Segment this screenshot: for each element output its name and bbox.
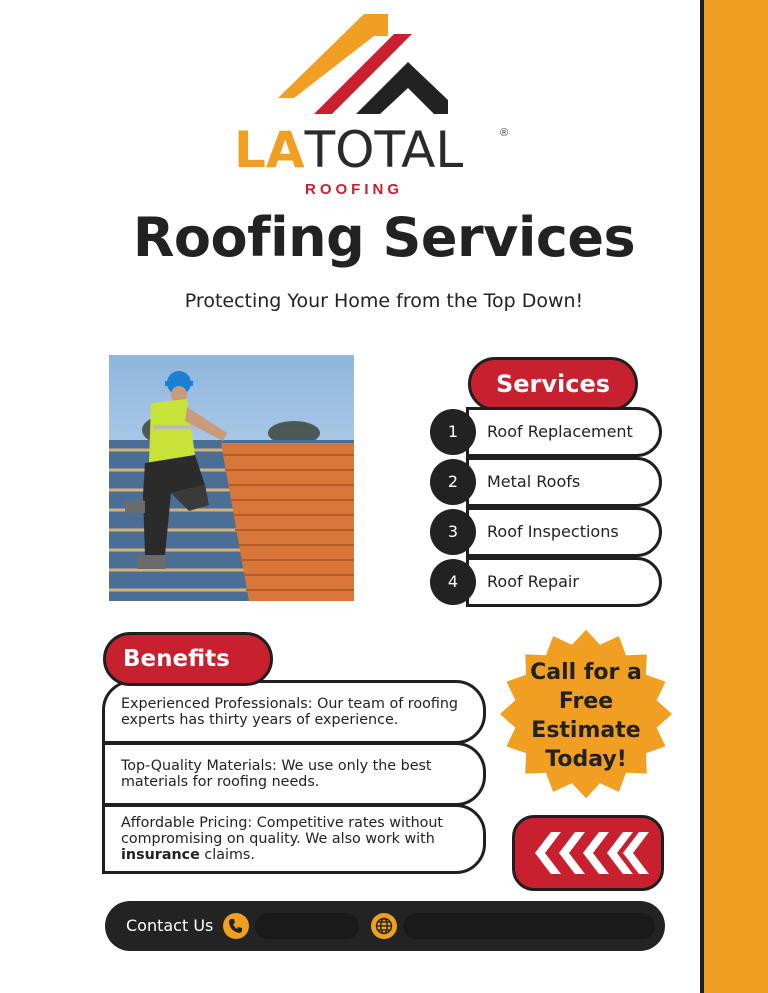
page-title: Roofing Services <box>132 206 636 269</box>
cta-line: Estimate <box>531 718 641 743</box>
service-label: Metal Roofs <box>487 472 581 491</box>
benefit-text-part: claims. <box>199 847 255 863</box>
benefit-item-pricing <box>102 804 486 874</box>
website-field <box>403 913 655 939</box>
benefits-heading: Benefits <box>103 632 273 686</box>
benefit-bold-word: insurance <box>121 847 200 863</box>
logo-la: LA <box>234 121 305 179</box>
phone-icon[interactable] <box>223 913 249 939</box>
logo-wordmark <box>234 120 463 180</box>
contact-us-label: Contact Us <box>126 916 214 935</box>
service-number: 2 <box>430 459 476 505</box>
cta-line: Free <box>558 689 614 714</box>
roof-logo-icon <box>270 10 450 120</box>
service-label: Roof Inspections <box>487 522 619 541</box>
page-subtitle: Protecting Your Home from the Top Down! <box>184 290 584 312</box>
globe-icon[interactable] <box>371 913 397 939</box>
benefit-item-experience <box>102 680 486 744</box>
benefit-text: Experienced Professionals: Our team of roofing experts has thirty years of experience. <box>121 696 458 728</box>
benefit-text-part: Affordable Pricing: Competitive rates without compromising on quality. We also work with <box>121 815 444 847</box>
service-number: 3 <box>430 509 476 555</box>
side-accent-bar <box>700 0 768 993</box>
cta-line: Today! <box>545 747 627 772</box>
roofer-photo <box>109 355 354 601</box>
benefit-text <box>121 815 473 863</box>
benefit-text: Top-Quality Materials: We use only the best materials for roofing needs. <box>121 758 432 790</box>
call-arrows-button[interactable] <box>512 815 664 891</box>
service-item-roof-inspections <box>466 507 662 557</box>
call-estimate-text <box>497 658 675 774</box>
service-item-metal-roofs <box>466 457 662 507</box>
service-label: Roof Repair <box>487 572 579 591</box>
chevrons-left-icon <box>515 818 661 888</box>
service-item-roof-repair <box>466 557 662 607</box>
phone-number-field <box>255 913 359 939</box>
service-item-roof-replacement <box>466 407 662 457</box>
service-number: 4 <box>430 559 476 605</box>
services-heading: Services <box>468 357 638 411</box>
registered-mark: ® <box>500 127 509 139</box>
benefit-item-materials <box>102 742 486 806</box>
logo-roofing-text: ROOFING <box>305 181 403 198</box>
service-label: Roof Replacement <box>487 422 633 441</box>
contact-bar <box>105 901 665 951</box>
service-number: 1 <box>430 409 476 455</box>
cta-line: Call for a <box>530 660 642 685</box>
logo-total: TOTAL <box>304 121 464 179</box>
